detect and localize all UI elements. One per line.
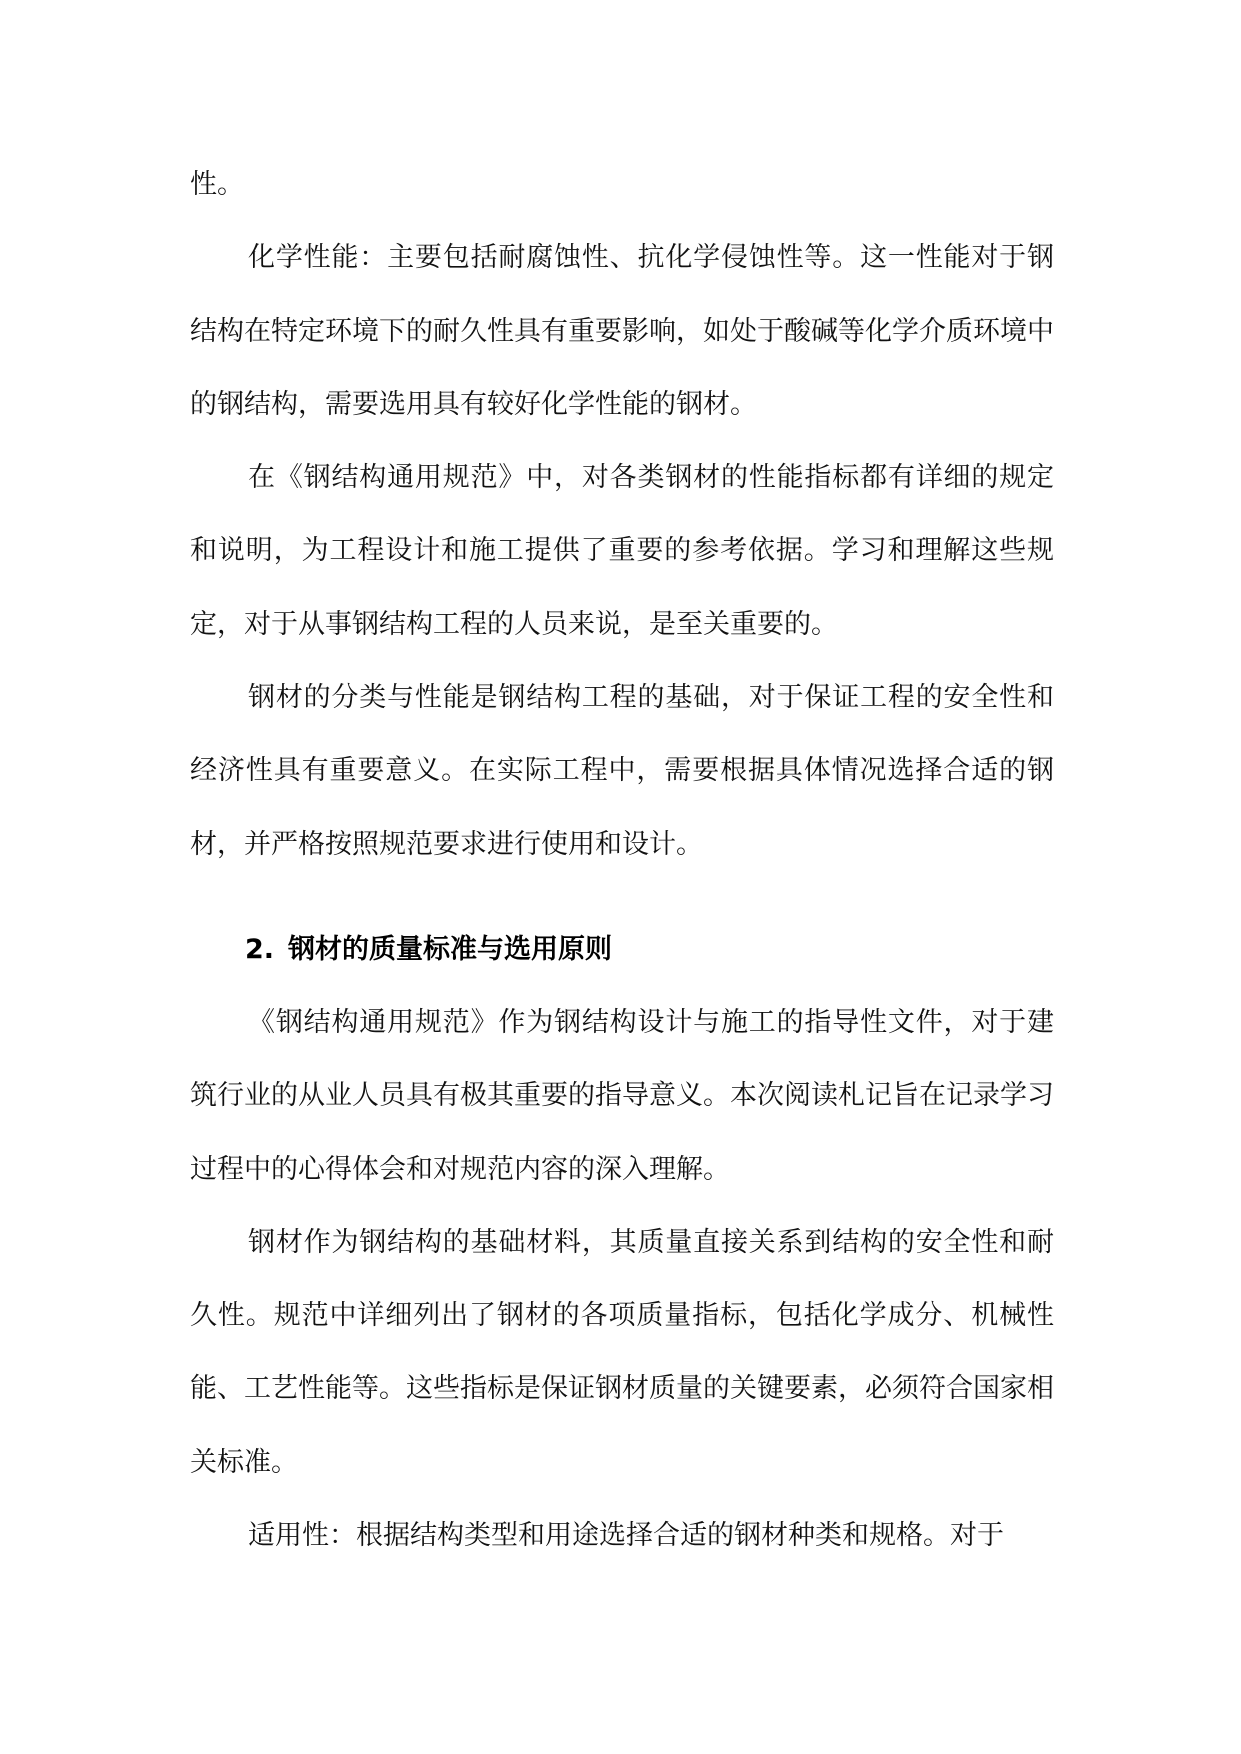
paragraph-code-intro: 《钢结构通用规范》作为钢结构设计与施工的指导性文件，对于建筑行业的从业人员具有极其重要的指导意义。本次阅读札记旨在记录学习过程中的心得体会和对规范内容的深入理解。 — [190, 1006, 1054, 1185]
section-title: 钢材的质量标准与选用原则 — [288, 933, 613, 965]
paragraph-continuation: 性。 — [190, 169, 244, 200]
section-number: 2. — [245, 933, 275, 965]
paragraph-code-provisions: 在《钢结构通用规范》中，对各类钢材的性能指标都有详细的规定和说明，为工程设计和施工提供了重要的参考依据。学习和理解这些规定，对于从事钢结构工程的人员来说，是至关重要的。 — [190, 462, 1054, 640]
paragraph-classification-summary: 钢材的分类与性能是钢结构工程的基础，对于保证工程的安全性和经济性具有重要意义。在实际工程中，需要根据具体情况选择合适的钢材，并严格按照规范要求进行使用和设计。 — [190, 682, 1054, 860]
section-heading — [190, 914, 1054, 986]
paragraph-applicability: 适用性：根据结构类型和用途选择合适的钢材种类和规格。对于 — [248, 1520, 1004, 1552]
paragraph-chemical-properties: 化学性能：主要包括耐腐蚀性、抗化学侵蚀性等。这一性能对于钢结构在特定环境下的耐久性具有重要影响，如处于酸碱等化学介质环境中的钢结构，需要选用具有较好化学性能的钢材。 — [190, 242, 1054, 420]
paragraph-quality-indicators: 钢材作为钢结构的基础材料，其质量直接关系到结构的安全性和耐久性。规范中详细列出了钢材的各项质量指标，包括化学成分、机械性能、工艺性能等。这些指标是保证钢材质量的关键要素，必须符合国家相关标准。 — [190, 1226, 1054, 1478]
document-body — [190, 148, 1054, 1572]
